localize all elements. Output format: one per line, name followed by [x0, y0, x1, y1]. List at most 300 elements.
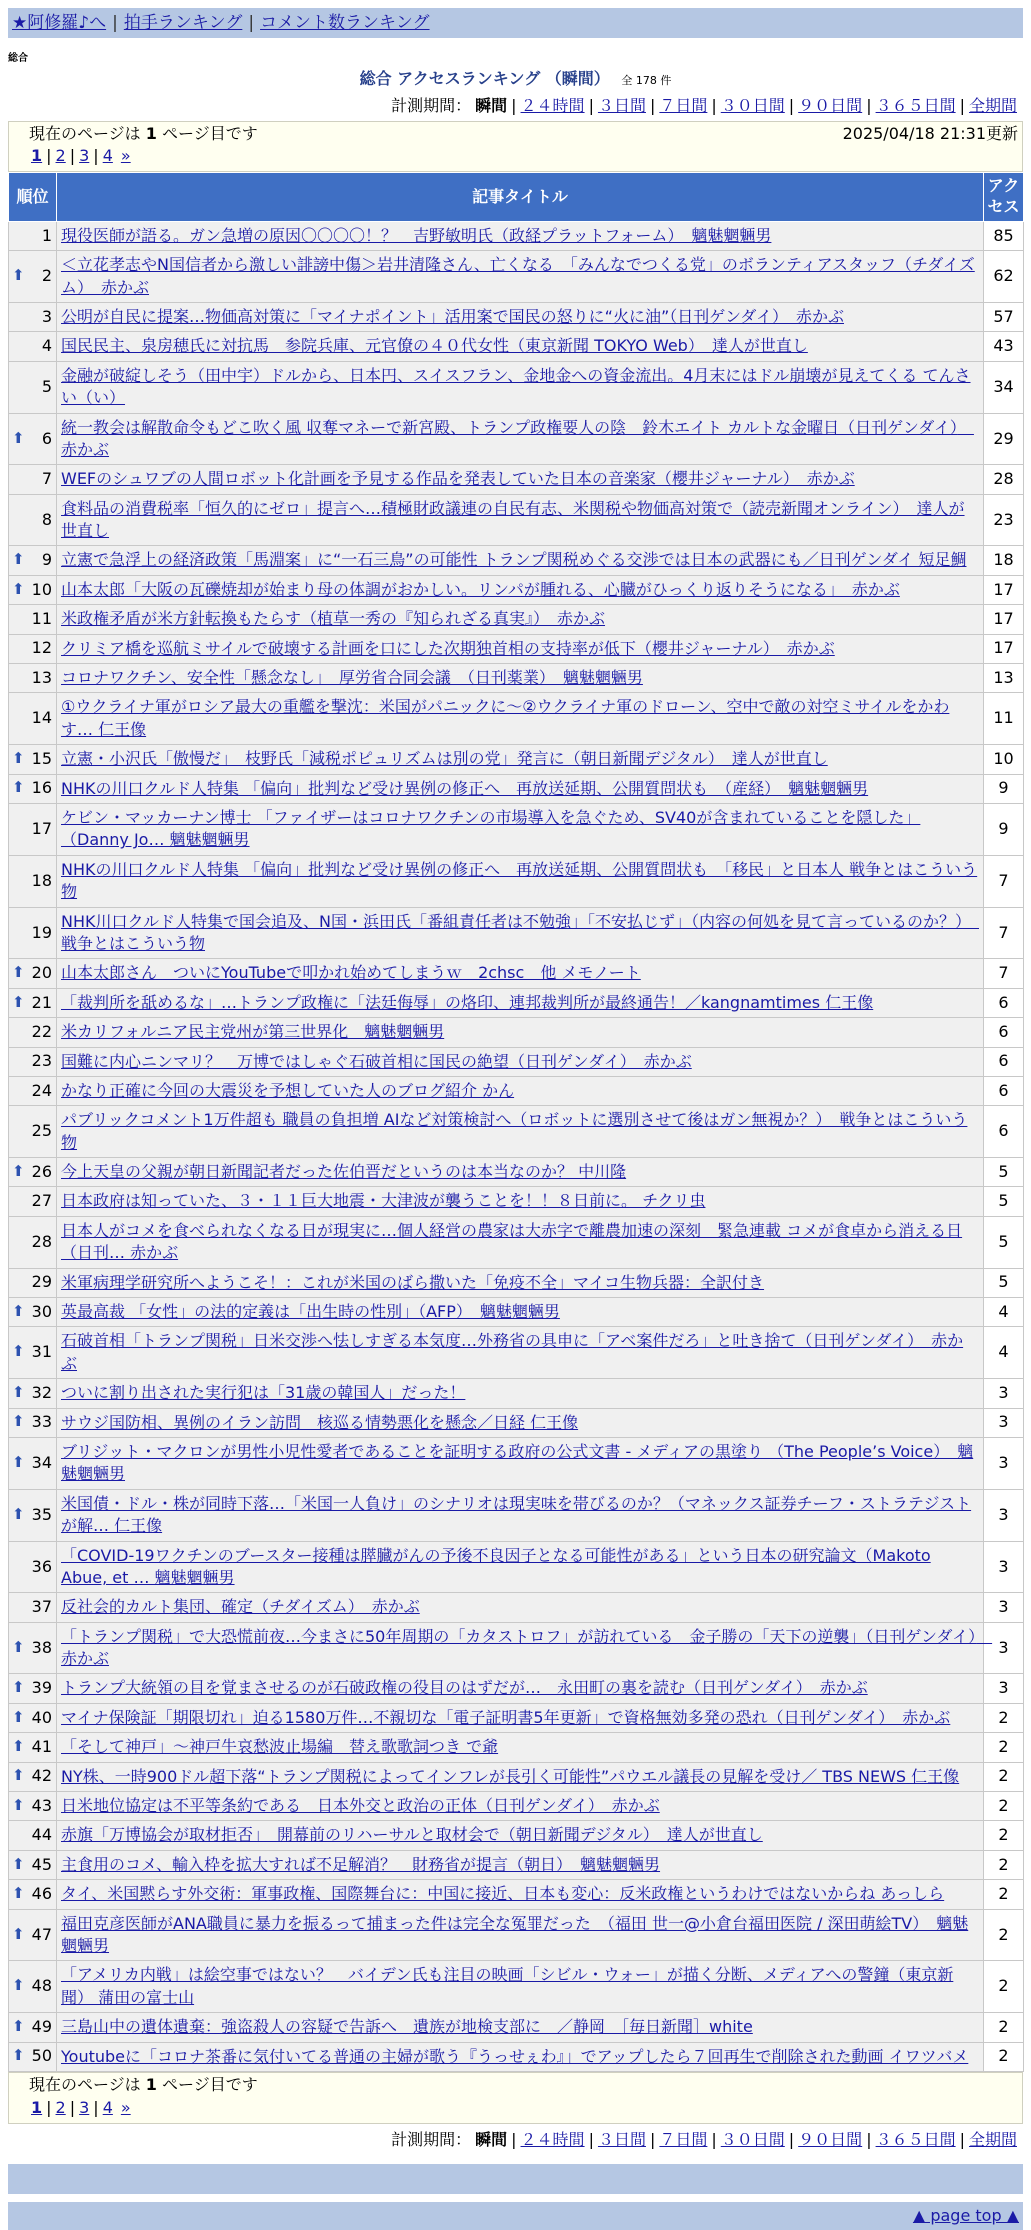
access-count: 2 — [984, 1821, 1024, 1850]
table-row — [9, 494, 1024, 546]
title-cell — [57, 302, 984, 331]
next-page-link[interactable]: » — [120, 2097, 131, 2117]
table-row — [9, 1733, 1024, 1762]
table-row — [9, 1674, 1024, 1703]
total-count: 全 178 件 — [621, 74, 672, 87]
rank-number: 29 — [31, 1272, 52, 1292]
access-count: 6 — [984, 1047, 1024, 1076]
title-cell — [57, 803, 984, 855]
access-count: 2 — [984, 2042, 1024, 2071]
rank-number: 20 — [31, 963, 52, 983]
title-cell — [57, 1593, 984, 1622]
rank-cell — [9, 693, 57, 745]
rank-number: 1 — [41, 225, 52, 245]
table-row — [9, 1489, 1024, 1541]
access-count: 3 — [984, 1674, 1024, 1703]
title-cell — [57, 251, 984, 303]
period-option[interactable]: ７日間 — [659, 95, 708, 115]
article-link[interactable]: 日本人がコメを食べられなくなる日が現実に…個人経営の農家は大赤字で離農加速の深刻 緊急連載 コメが食卓から消える日（日刊… 赤かぶ — [61, 1220, 963, 1263]
table-row — [9, 546, 1024, 575]
up-arrow-icon: ⬆ — [12, 550, 25, 569]
rank-number: 16 — [31, 778, 52, 798]
access-count: 85 — [984, 221, 1024, 250]
rank-cell — [9, 302, 57, 331]
table-row — [9, 1298, 1024, 1327]
rank-cell — [9, 1437, 57, 1489]
table-row — [9, 1909, 1024, 1961]
article-link[interactable]: NHKの川口クルド人特集 「偏向」批判など受け異例の修正へ 再放送延期、公開質問状も （産経） 魑魅魍魎男 — [61, 778, 869, 798]
article-link[interactable]: 「トランプ関税」で大恐慌前夜…今まさに50年周期の「カタストロフ」が訪れている 金子勝の「天下の逆襲」（日刊ゲンダイ） 赤かぶ — [61, 1626, 993, 1669]
article-link[interactable]: 「アメリカ内戦」は絵空事ではない？ バイデン氏も注目の映画「シビル・ウォー」が描く分断、メディアへの警鐘（東京新聞） 蒲田の富士山 — [61, 1965, 954, 2007]
title-cell — [57, 745, 984, 774]
access-count: 23 — [984, 494, 1024, 546]
title-cell — [57, 1216, 984, 1268]
title-cell — [57, 774, 984, 803]
article-link[interactable]: 食料品の消費税率「恒久的にゼロ」提言へ…積極財政議連の自民有志、米関税や物価高対策で（読売新聞オンライン） 達人が世直し — [61, 498, 965, 541]
title-cell — [57, 1850, 984, 1879]
article-link[interactable]: 国民民主、泉房穂氏に対抗馬 参院兵庫、元官僚の４０代女性（東京新聞 TOKYO Web） 達人が世直し — [61, 336, 808, 356]
article-link[interactable]: 米軍病理学研究所へようこそ！：これが米国のばら撒いた「免疫不全」マイコ生物兵器：全訳付き — [61, 1272, 765, 1292]
table-row — [9, 855, 1024, 907]
access-count: 3 — [984, 1489, 1024, 1541]
title-cell — [57, 1622, 993, 1674]
article-link[interactable]: 山本太郎「大阪の瓦礫焼却が始まり母の体調がおかしい。リンパが腫れる、心臓がひっくり返りそうになる」 赤かぶ — [61, 579, 900, 599]
title-cell — [57, 575, 984, 604]
rank-number: 4 — [41, 336, 52, 356]
table-header-row — [9, 173, 1024, 222]
article-link[interactable]: WEFのシュワブの人間ロボット化計画を予見する作品を発表していた日本の音楽家（櫻井ジャーナル） 赤かぶ — [61, 469, 855, 489]
table-row — [9, 1187, 1024, 1216]
rank-number: 39 — [31, 1678, 52, 1698]
article-link[interactable]: ブリジット・マクロンが男性小児性愛者であることを証明する政府の公式文書 - メディアの黒塗り （The People’s Voice） 魑魅魍魎男 — [61, 1441, 974, 1484]
article-link[interactable]: 石破首相「トランプ関税」日米交渉へ怯しすぎる本気度…外務省の具申に「アベ案件だろ」と吐き捨て（日刊ゲンダイ） 赤かぶ — [61, 1331, 964, 1373]
access-count: 7 — [984, 959, 1024, 988]
top-nav: ★阿修羅♪へ | 拍手ランキング | コメント数ランキング — [8, 8, 1023, 38]
access-count: 3 — [984, 1541, 1024, 1593]
rank-cell — [9, 855, 57, 907]
access-count: 6 — [984, 1018, 1024, 1047]
applause-ranking-link[interactable]: 拍手ランキング — [123, 12, 243, 33]
rank-cell — [9, 1674, 57, 1703]
next-page-link[interactable]: » — [120, 146, 131, 166]
table-row — [9, 803, 1024, 855]
rank-number: 23 — [31, 1051, 52, 1071]
article-link[interactable]: 統一教会は解散命令もどこ吹く風 収奪マネーで新宮殿、トランプ政権要人の陰 鈴木エイト カルトな金曜日（日刊ゲンダイ） 赤かぶ — [61, 417, 974, 459]
page-title-row — [0, 69, 1031, 90]
period-label: 計測期間： — [391, 95, 472, 115]
article-link[interactable]: 公明が自民に提案…物価高対策に「マイナポイント」活用案で国民の怒りに“火に油”（日刊ゲンダイ） 赤かぶ — [61, 306, 844, 326]
footer-bar-pagetop — [8, 2202, 1023, 2230]
article-link[interactable]: 金融が破綻しそう（田中宇）ドルから、日本円、スイスフラン、金地金への資金流出。4月末にはドル崩壊が見えてくる てんさい（い） — [61, 365, 971, 408]
access-count: 5 — [984, 1216, 1024, 1268]
article-link[interactable]: 反社会的カルト集団、確定（チダイズム） 赤かぶ — [61, 1597, 420, 1617]
access-count: 7 — [984, 855, 1024, 907]
current-page-text: 現在のページは 1 ページ目です — [29, 123, 258, 143]
page-link[interactable]: 2 — [55, 146, 66, 166]
up-arrow-icon: ⬆ — [12, 1976, 25, 1995]
article-link[interactable]: 英最高裁 「女性」の法的定義は「出生時の性別」（AFP） 魑魅魍魎男 — [61, 1302, 560, 1322]
period-option[interactable]: ３日間 — [597, 95, 646, 115]
period-option[interactable]: 全期間 — [968, 2129, 1017, 2149]
access-count: 11 — [984, 693, 1024, 745]
rank-number: 6 — [41, 428, 52, 448]
access-count: 4 — [984, 1327, 1024, 1379]
section-label: 総合 — [8, 53, 28, 64]
article-link[interactable]: 「裁判所を舐めるな」…トランプ政権に「法廷侮辱」の烙印、連邦裁判所が最終通告！／kangnamtimes 仁王像 — [61, 992, 874, 1012]
period-option[interactable]: ７日間 — [659, 2129, 708, 2149]
rank-cell — [9, 413, 57, 465]
rank-cell — [9, 1541, 57, 1593]
updated-time: 2025/04/18 21:31更新 — [842, 123, 1018, 143]
table-row — [9, 1216, 1024, 1268]
article-link[interactable]: タイ、米国黙らす外交術：軍事政権、国際舞台に：中国に接近、日本も変心：反米政権というわけではないからね あっしら — [61, 1884, 945, 1904]
table-row — [9, 1622, 1024, 1674]
title-cell — [57, 1268, 984, 1297]
article-link[interactable]: 主食用のコメ、輸入枠を拡大すれば不足解消？ 財務省が提言（朝日） 魑魅魍魎男 — [61, 1854, 661, 1874]
title-cell — [57, 2042, 984, 2071]
comment-ranking-link[interactable]: コメント数ランキング — [260, 12, 430, 33]
rank-number: 30 — [31, 1301, 52, 1321]
up-arrow-icon: ⬆ — [12, 1342, 25, 1361]
access-count: 17 — [984, 575, 1024, 604]
table-row — [9, 1327, 1024, 1379]
access-count: 29 — [984, 413, 1024, 465]
access-count: 2 — [984, 1880, 1024, 1909]
rank-cell — [9, 221, 57, 250]
access-count: 3 — [984, 1622, 1024, 1674]
pagination: 1 | 2 | 3 | 4 » — [31, 2097, 131, 2117]
title-cell — [57, 1880, 984, 1909]
ranking-table — [8, 172, 1024, 2072]
title-cell — [57, 1158, 984, 1187]
rank-number: 24 — [31, 1080, 52, 1100]
rank-cell — [9, 546, 57, 575]
page-link[interactable]: 1 — [31, 2097, 43, 2117]
current-page-text: 現在のページは 1 ページ目です — [29, 2074, 258, 2094]
rank-cell — [9, 1622, 57, 1674]
article-link[interactable]: ケビン・マッカーナン博士 「ファイザーはコロナワクチンの市場導入を急ぐため、SV40が含まれていることを隠した」（Danny Jo… 魑魅魍魎男 — [61, 807, 921, 850]
article-link[interactable]: 山本太郎さん ついにYouTubeで叩かれ始めてしまうｗ 2chsc 他 メモノート — [61, 963, 641, 983]
title-cell — [57, 1961, 984, 2013]
up-arrow-icon: ⬆ — [12, 1766, 25, 1785]
article-link[interactable]: サウジ国防相、異例のイラン訪問 核巡る情勢悪化を懸念／日経 仁王像 — [61, 1412, 579, 1432]
period-option[interactable]: ９０日間 — [798, 2129, 863, 2149]
access-count: 2 — [984, 1733, 1024, 1762]
table-row — [9, 1703, 1024, 1732]
title-cell — [57, 361, 984, 413]
up-arrow-icon: ⬆ — [12, 1504, 25, 1523]
period-label: 計測期間： — [391, 2129, 472, 2149]
rank-cell — [9, 1379, 57, 1408]
article-link[interactable]: マイナ保険証「期限切れ」迫る1580万件…不親切な「電子証明書5年更新」で資格無効多発の恐れ（日刊ゲンダイ） 赤かぶ — [61, 1707, 951, 1727]
up-arrow-icon: ⬆ — [12, 1637, 25, 1656]
article-link[interactable]: Youtubeに「コロナ茶番に気付いてる普通の主婦が歌う『うっせぇわ』」でアップしたら７回再生で削除された動画 イワツバメ — [61, 2046, 969, 2066]
rank-cell — [9, 1703, 57, 1732]
title-cell — [57, 1437, 984, 1489]
table-row — [9, 693, 1024, 745]
up-arrow-icon: ⬆ — [12, 749, 25, 767]
rank-number: 12 — [31, 638, 52, 658]
title-cell — [57, 1106, 984, 1158]
up-arrow-icon: ⬆ — [12, 1161, 25, 1180]
article-link[interactable]: 三島山中の遺体遺棄：強盗殺人の容疑で告訴へ 遺族が地検支部に ／静岡 ［毎日新聞］white — [61, 2017, 753, 2037]
rank-number: 38 — [31, 1637, 52, 1657]
rank-cell — [9, 1327, 57, 1379]
access-count: 5 — [984, 1268, 1024, 1297]
title-cell — [57, 465, 984, 494]
article-link[interactable]: パブリックコメント1万件超も 職員の負担増 AIなど対策検討へ（ロボットに選別させて後はガン無視か？） 戦争とはこういう物 — [61, 1110, 968, 1152]
period-option[interactable]: ３０日間 — [720, 2129, 785, 2149]
article-link[interactable]: ＜立花孝志やN国信者から激しい誹謗中傷＞岩井清隆さん、亡くなる 「みんなでつくる党」のボランティアスタッフ（チダイズム） 赤かぶ — [61, 255, 975, 297]
article-link[interactable]: ついに割り出された実行犯は「31歳の韓国人」だった！ — [61, 1383, 466, 1403]
article-link[interactable]: 赤旗「万博協会が取材拒否」 開幕前のリハーサルと取材会で（朝日新聞デジタル） 達人が世直し — [61, 1825, 763, 1845]
rank-cell — [9, 774, 57, 803]
article-link[interactable]: 「COVID-19ワクチンのブースター接種は膵臓がんの予後不良因子となる可能性がある」という日本の研究論文（Makoto Abue, et … 魑魅魍魎男 — [61, 1545, 931, 1587]
rank-cell — [9, 361, 57, 413]
title-cell — [57, 2013, 984, 2042]
table-row — [9, 988, 1024, 1017]
page-link[interactable]: 2 — [55, 2097, 66, 2117]
rank-cell — [9, 2042, 57, 2071]
up-arrow-icon: ⬆ — [12, 1924, 25, 1943]
rank-cell — [9, 1216, 57, 1268]
article-link[interactable]: 米カリフォルニア民主党州が第三世界化 魑魅魍魎男 — [61, 1022, 445, 1042]
up-arrow-icon: ⬆ — [12, 1412, 25, 1431]
up-arrow-icon: ⬆ — [12, 266, 25, 285]
title-cell — [57, 634, 984, 663]
up-arrow-icon: ⬆ — [12, 1678, 25, 1697]
table-row — [9, 634, 1024, 663]
up-arrow-icon: ⬆ — [12, 1795, 25, 1814]
title-cell — [57, 1379, 984, 1408]
rank-number: 18 — [31, 870, 52, 890]
rank-cell — [9, 1880, 57, 1909]
rank-number: 48 — [31, 1976, 52, 1996]
rank-number: 37 — [31, 1597, 52, 1617]
title-cell — [57, 494, 984, 546]
rank-cell — [9, 251, 57, 303]
rank-cell — [9, 1047, 57, 1076]
pagination: 1 | 2 | 3 | 4 » — [31, 146, 131, 166]
up-arrow-icon: ⬆ — [12, 778, 25, 797]
table-row — [9, 907, 1024, 959]
period-option[interactable]: ３６５日間 — [875, 95, 956, 115]
rank-cell — [9, 494, 57, 546]
access-count: 62 — [984, 251, 1024, 303]
article-link[interactable]: 立憲で急浮上の経済政策「馬淵案」に“一石三鳥”の可能性 トランプ関税めぐる交渉では日本の武器にも／日刊ゲンダイ 短足鯛 — [61, 550, 967, 570]
up-arrow-icon: ⬆ — [12, 1707, 25, 1726]
rank-number: 32 — [31, 1382, 52, 1402]
up-arrow-icon: ⬆ — [12, 2046, 25, 2065]
page-link[interactable]: 1 — [31, 146, 43, 166]
title-cell — [57, 1821, 984, 1850]
title-cell — [57, 1187, 984, 1216]
rank-number: 19 — [31, 922, 52, 942]
access-count: 7 — [984, 907, 1024, 959]
period-option[interactable]: ２４時間 — [520, 2129, 585, 2149]
title-cell — [57, 1018, 984, 1047]
rank-cell — [9, 1733, 57, 1762]
table-row — [9, 413, 1024, 465]
page-link[interactable]: 4 — [102, 146, 113, 166]
access-count: 2 — [984, 1909, 1024, 1961]
title-cell — [57, 221, 984, 250]
title-cell — [57, 1733, 984, 1762]
rank-cell — [9, 1158, 57, 1187]
title-cell — [57, 413, 984, 465]
title-cell — [57, 1792, 984, 1821]
access-count: 3 — [984, 1408, 1024, 1437]
rank-cell — [9, 1408, 57, 1437]
period-option[interactable]: ３０日間 — [720, 95, 785, 115]
rank-number: 25 — [31, 1121, 52, 1141]
rank-cell — [9, 1593, 57, 1622]
table-row — [9, 1850, 1024, 1879]
article-link[interactable]: ①ウクライナ軍がロシア最大の重艦を撃沈：米国がパニックに～②ウクライナ軍のドローン、空中で敵の対空ミサイルをかわす… 仁王像 — [61, 697, 950, 739]
table-row — [9, 332, 1024, 361]
title-cell — [57, 855, 984, 907]
article-link[interactable]: 米国債・ドル・株が同時下落…「米国一人負け」のシナリオは現実味を帯びるのか？（マネックス証券チーフ・ストラテジストが解… 仁王像 — [61, 1493, 972, 1536]
access-count: 9 — [984, 774, 1024, 803]
rank-cell — [9, 1018, 57, 1047]
rank-cell — [9, 664, 57, 693]
title-header: 記事タイトル — [57, 173, 984, 222]
period-option[interactable]: 全期間 — [968, 95, 1017, 115]
rank-number: 10 — [31, 579, 52, 599]
rank-cell — [9, 745, 57, 774]
table-row — [9, 1880, 1024, 1909]
home-link[interactable]: ★阿修羅♪へ — [12, 12, 107, 33]
article-link[interactable]: 「そして神戸」～神戸牛哀愁波止場編 替え歌歌詞つき で爺 — [61, 1737, 499, 1757]
page-info-box-bottom — [8, 2072, 1023, 2124]
access-count: 17 — [984, 605, 1024, 634]
article-link[interactable]: コロナワクチン、安全性「懸念なし」 厚労省合同会議 （日刊薬業） 魑魅魍魎男 — [61, 668, 643, 688]
access-count: 2 — [984, 1850, 1024, 1879]
up-arrow-icon: ⬆ — [12, 1382, 25, 1401]
page-link[interactable]: 4 — [102, 2097, 113, 2117]
period-option[interactable]: ９０日間 — [798, 95, 863, 115]
rank-cell — [9, 1076, 57, 1105]
rank-cell — [9, 1762, 57, 1791]
article-link[interactable]: NHKの川口クルド人特集 「偏向」批判など受け異例の修正へ 再放送延期、公開質問状も 「移民」と日本人 戦争とはこういう物 — [61, 859, 978, 902]
rank-cell — [9, 907, 57, 959]
up-arrow-icon: ⬆ — [12, 2016, 25, 2035]
article-link[interactable]: 米政権矛盾が米方針転換もたらす（植草一秀の『知られざる真実』） 赤かぶ — [61, 609, 606, 629]
table-row — [9, 605, 1024, 634]
up-arrow-icon: ⬆ — [12, 1452, 25, 1471]
table-row — [9, 1106, 1024, 1158]
rank-number: 41 — [31, 1737, 52, 1757]
period-option[interactable]: ３６５日間 — [875, 2129, 956, 2149]
rank-number: 31 — [31, 1342, 52, 1362]
period-option[interactable]: ３日間 — [597, 2129, 646, 2149]
article-link[interactable]: 日米地位協定は不平等条約である 日本外交と政治の正体（日刊ゲンダイ） 赤かぶ — [61, 1796, 660, 1816]
table-row — [9, 251, 1024, 303]
article-link[interactable]: クリミア橋を巡航ミサイルで破壊する計画を口にした次期独首相の支持率が低下（櫻井ジャーナル） 赤かぶ — [61, 638, 835, 658]
rank-number: 26 — [31, 1161, 52, 1181]
article-link[interactable]: 現役医師が語る。ガン急増の原因〇〇〇〇！？ 吉野敏明氏（政経プラットフォーム） 魑魅魍魎男 — [61, 225, 772, 245]
rank-number: 17 — [31, 818, 52, 838]
up-arrow-icon: ⬆ — [12, 963, 25, 982]
article-link[interactable]: 立憲・小沢氏「傲慢だ」 枝野氏「減税ポピュリズムは別の党」発言に（朝日新聞デジタル） 達人が世直し — [61, 749, 828, 769]
table-row — [9, 221, 1024, 250]
table-row — [9, 1018, 1024, 1047]
rank-number: 27 — [31, 1191, 52, 1211]
access-count: 2 — [984, 1961, 1024, 2013]
access-count: 18 — [984, 546, 1024, 575]
title-cell — [57, 1541, 984, 1593]
up-arrow-icon: ⬆ — [12, 1854, 25, 1873]
rank-number: 33 — [31, 1412, 52, 1432]
title-cell — [57, 664, 984, 693]
rank-number: 45 — [31, 1854, 52, 1874]
access-count: 2 — [984, 1762, 1024, 1791]
title-cell — [57, 1489, 984, 1541]
rank-number: 21 — [31, 992, 52, 1012]
page-link[interactable]: 3 — [79, 146, 90, 166]
rank-cell — [9, 959, 57, 988]
table-row — [9, 1408, 1024, 1437]
period-selector-bottom: 計測期間： 瞬間 | ２４時間 | ３日間 | ７日間 | ３０日間 | ９０日間 | ３６５日間 | 全期間 — [391, 2129, 1017, 2149]
rank-number: 34 — [31, 1452, 52, 1472]
article-link[interactable]: NY株、一時900ドル超下落“トランプ関税によってインフレが長引く可能性”パウエル議長の見解を受け／ TBS NEWS 仁王像 — [61, 1766, 960, 1786]
footer-bar — [8, 2164, 1023, 2194]
article-link[interactable]: NHK川口クルド人特集で国会追及、N国・浜田氏「番組責任者は不勉強」「不安払じず」（内容の何処を見て言っているのか？） 戦争とはこういう物 — [61, 911, 979, 953]
up-arrow-icon: ⬆ — [12, 1301, 25, 1320]
rank-cell — [9, 1821, 57, 1850]
rank-number: 47 — [31, 1924, 52, 1944]
access-count: 10 — [984, 745, 1024, 774]
access-count: 6 — [984, 1106, 1024, 1158]
period-option[interactable]: ２４時間 — [520, 95, 585, 115]
access-count: 13 — [984, 664, 1024, 693]
table-row — [9, 1541, 1024, 1593]
article-link[interactable]: 今上天皇の父親が朝日新聞記者だった佐伯晋だというのは本当なのか？ 中川隆 — [61, 1162, 627, 1182]
article-link[interactable]: 国難に内心ニンマリ？ 万博ではしゃぐ石破首相に国民の絶望（日刊ゲンダイ） 赤かぶ — [61, 1051, 692, 1071]
access-count: 3 — [984, 1379, 1024, 1408]
rank-number: 2 — [41, 266, 52, 286]
rank-cell — [9, 2013, 57, 2042]
page-top-link[interactable]: ▲ page top ▲ — [912, 2206, 1019, 2226]
period-selector: 計測期間： 瞬間 | ２４時間 | ３日間 | ７日間 | ３０日間 | ９０日間 | ３６５日間 | 全期間 — [391, 95, 1017, 115]
article-link[interactable]: 日本政府は知っていた、３・１１巨大地震・大津波が襲うことを！！８日前に。 チクリ虫 — [61, 1191, 706, 1211]
rank-number: 13 — [31, 667, 52, 687]
access-count: 4 — [984, 1298, 1024, 1327]
title-cell — [57, 1674, 984, 1703]
access-count: 6 — [984, 988, 1024, 1017]
table-row — [9, 1047, 1024, 1076]
table-row — [9, 465, 1024, 494]
table-row — [9, 1437, 1024, 1489]
rank-cell — [9, 1106, 57, 1158]
period-option: 瞬間 — [475, 95, 508, 115]
access-count: 2 — [984, 2013, 1024, 2042]
table-row — [9, 2013, 1024, 2042]
rank-number: 44 — [31, 1825, 52, 1845]
period-option: 瞬間 — [475, 2129, 508, 2149]
article-link[interactable]: かなり正確に今回の大震災を予想していた人のブログ紹介 かん — [61, 1080, 515, 1100]
page-link[interactable]: 3 — [79, 2097, 90, 2117]
rank-number: 43 — [31, 1795, 52, 1815]
rank-header: 順位 — [9, 173, 57, 222]
title-cell — [57, 1762, 984, 1791]
table-row — [9, 1821, 1024, 1850]
rank-cell — [9, 332, 57, 361]
access-count: 57 — [984, 302, 1024, 331]
article-link[interactable]: トランプ大統領の目を覚まさせるのが石破政権の役目のはずだが… 永田町の裏を読む（日刊ゲンダイ） 赤かぶ — [61, 1678, 868, 1698]
article-link[interactable]: 福田克彦医師がANA職員に暴力を振るって捕まった件は完全な冤罪だった （福田 世一@小倉台福田医院 / 深田萌絵TV） 魑魅魍魎男 — [61, 1913, 969, 1955]
rank-cell — [9, 1489, 57, 1541]
